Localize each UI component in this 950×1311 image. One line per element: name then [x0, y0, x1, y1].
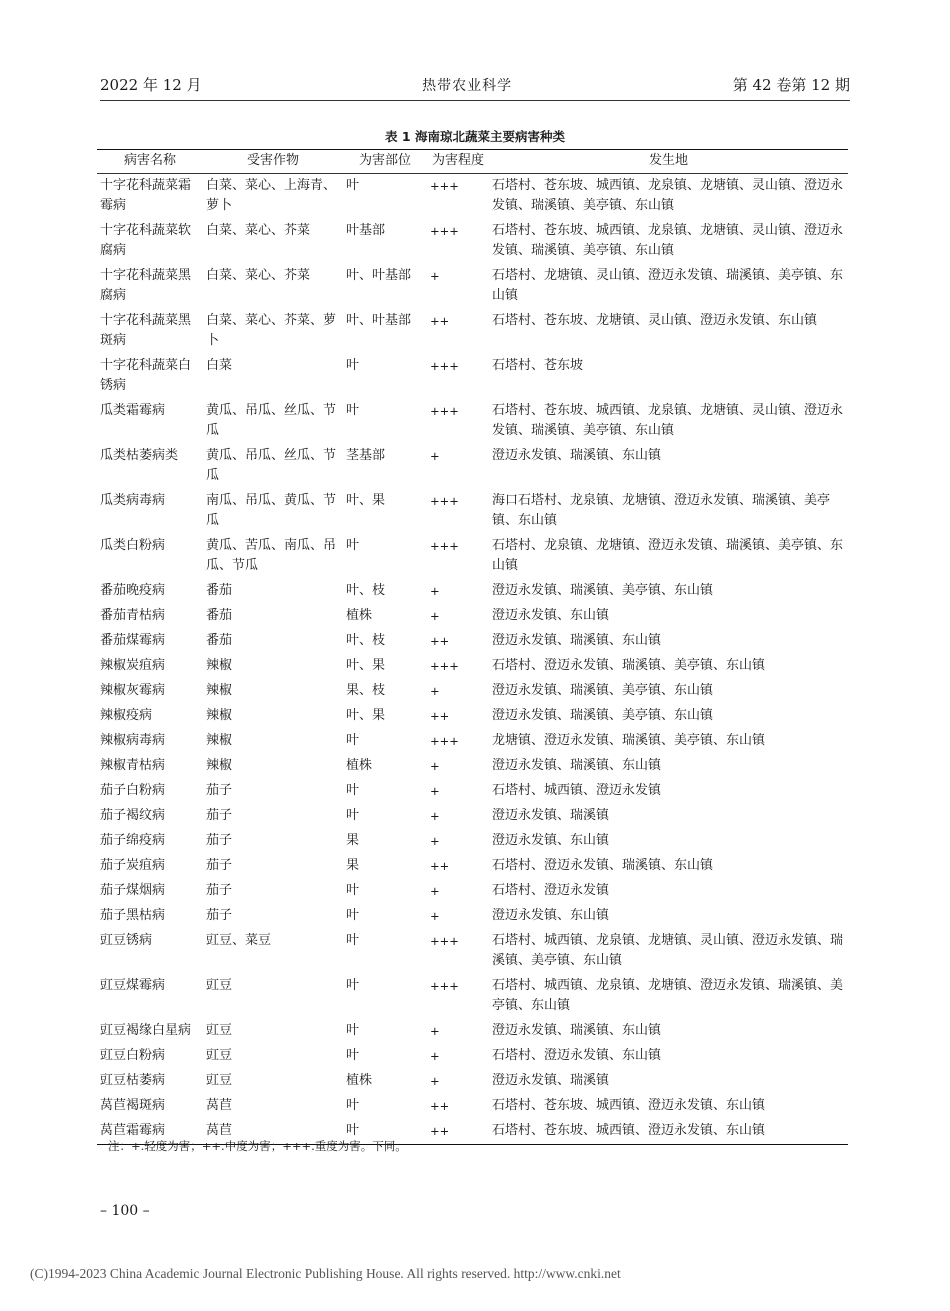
column-header: 为害部位 [358, 153, 411, 168]
damaged-part-cell: 叶 [346, 933, 360, 948]
host-crop-cell: 茄子 [206, 783, 233, 798]
damage-degree-cell: + [430, 1074, 440, 1088]
damage-degree-cell: +++ [430, 359, 459, 373]
table-row [97, 1044, 848, 1069]
table-row [97, 1094, 848, 1119]
table-row [97, 929, 848, 974]
occurrence-location-cell: 石塔村、澄迈永发镇、东山镇 [492, 1048, 662, 1063]
occurrence-location-cell: 龙塘镇、澄迈永发镇、瑞溪镇、美亭镇、东山镇 [492, 733, 766, 748]
damaged-part-cell: 植株 [346, 758, 373, 773]
disease-name-cell: 茄子黑枯病 [100, 908, 166, 923]
table-row [97, 829, 848, 854]
damaged-part-cell: 叶 [346, 358, 360, 373]
column-header: 病害名称 [123, 153, 176, 168]
occurrence-location-cell: 石塔村、澄迈永发镇 [492, 883, 610, 898]
damage-degree-cell: ++ [430, 709, 450, 723]
disease-name-cell: 茄子褐纹病 [100, 808, 166, 823]
host-crop-cell: 茄子 [206, 908, 233, 923]
disease-name-cell: 十字花科蔬菜白锈病 [100, 358, 192, 393]
damage-degree-cell: + [430, 609, 440, 623]
host-crop-cell: 茄子 [206, 858, 233, 873]
damage-degree-cell: + [430, 884, 440, 898]
damaged-part-cell: 叶 [346, 808, 360, 823]
table-note: 注：+.轻度为害；++.中度为害；+++.重度为害。下同。 [108, 1139, 407, 1153]
occurrence-location-cell: 石塔村、城西镇、龙泉镇、龙塘镇、灵山镇、澄迈永发镇、瑞溪镇、美亭镇、东山镇 [492, 933, 844, 968]
table-row [97, 174, 848, 220]
column-header: 为害程度 [431, 153, 484, 168]
table-row [97, 654, 848, 679]
table-row [97, 779, 848, 804]
host-crop-cell: 茄子 [206, 808, 233, 823]
occurrence-location-cell: 澄迈永发镇、瑞溪镇、东山镇 [492, 1023, 662, 1038]
damaged-part-cell: 果 [346, 858, 360, 873]
occurrence-location-cell: 澄迈永发镇、瑞溪镇、东山镇 [492, 633, 662, 648]
damaged-part-cell: 叶 [346, 538, 360, 553]
occurrence-location-cell: 石塔村、苍东坡、城西镇、龙泉镇、龙塘镇、灵山镇、澄迈永发镇、瑞溪镇、美亭镇、东山镇 [492, 403, 844, 438]
table-row [97, 1069, 848, 1094]
disease-name-cell: 瓜类枯萎病类 [100, 448, 179, 463]
host-crop-cell: 豇豆 [206, 1048, 233, 1063]
disease-name-cell: 莴苣褐斑病 [100, 1098, 166, 1113]
damage-degree-cell: +++ [430, 934, 459, 948]
table-row [97, 879, 848, 904]
occurrence-location-cell: 澄迈永发镇、瑞溪镇、美亭镇、东山镇 [492, 708, 714, 723]
damage-degree-cell: + [430, 759, 440, 773]
host-crop-cell: 辣椒 [206, 683, 233, 698]
occurrence-location-cell: 石塔村、苍东坡、城西镇、澄迈永发镇、东山镇 [492, 1123, 766, 1138]
table-row [97, 1019, 848, 1044]
occurrence-location-cell: 澄迈永发镇、东山镇 [492, 833, 610, 848]
damage-degree-cell: +++ [430, 224, 459, 238]
table-row [97, 854, 848, 879]
header-journal-title: 热带农业科学 [422, 78, 513, 94]
disease-name-cell: 十字花科蔬菜软腐病 [100, 223, 192, 258]
host-crop-cell: 番茄 [206, 608, 233, 623]
header-date: 2022 年 12 月 [100, 76, 202, 94]
occurrence-location-cell: 石塔村、苍东坡、龙塘镇、灵山镇、澄迈永发镇、东山镇 [492, 313, 818, 328]
damaged-part-cell: 叶、枝 [346, 633, 386, 648]
occurrence-location-cell: 澄迈永发镇、瑞溪镇 [492, 808, 610, 823]
damage-degree-cell: + [430, 809, 440, 823]
table-row [97, 804, 848, 829]
table-row [97, 219, 848, 264]
host-crop-cell: 番茄 [206, 633, 233, 648]
disease-name-cell: 十字花科蔬菜黑腐病 [100, 268, 192, 303]
damaged-part-cell: 叶 [346, 1048, 360, 1063]
host-crop-cell: 白菜、菜心、芥菜 [206, 223, 311, 238]
host-crop-cell: 黄瓜、吊瓜、丝瓜、节瓜 [206, 403, 337, 438]
host-crop-cell: 茄子 [206, 883, 233, 898]
page-number: – 100 – [100, 1203, 150, 1219]
occurrence-location-cell: 澄迈永发镇、瑞溪镇、美亭镇、东山镇 [492, 583, 714, 598]
host-crop-cell: 番茄 [206, 583, 233, 598]
column-header: 发生地 [648, 153, 688, 168]
damaged-part-cell: 叶、叶基部 [346, 313, 412, 328]
host-crop-cell: 莴苣 [206, 1098, 233, 1113]
occurrence-location-cell: 海口石塔村、龙泉镇、龙塘镇、澄迈永发镇、瑞溪镇、美亭镇、东山镇 [492, 493, 831, 528]
damaged-part-cell: 植株 [346, 608, 373, 623]
host-crop-cell: 黄瓜、吊瓜、丝瓜、节瓜 [206, 448, 337, 483]
table-row [97, 399, 848, 444]
damaged-part-cell: 叶 [346, 908, 360, 923]
damage-degree-cell: +++ [430, 734, 459, 748]
damaged-part-cell: 叶、叶基部 [346, 268, 412, 283]
occurrence-location-cell: 石塔村、苍东坡、城西镇、龙泉镇、龙塘镇、灵山镇、澄迈永发镇、瑞溪镇、美亭镇、东山镇 [492, 178, 844, 213]
damage-degree-cell: ++ [430, 634, 450, 648]
table-row [97, 679, 848, 704]
damage-degree-cell: + [430, 1024, 440, 1038]
damaged-part-cell: 叶、果 [346, 658, 386, 673]
occurrence-location-cell: 澄迈永发镇、东山镇 [492, 908, 610, 923]
copyright-footer: (C)1994-2023 China Academic Journal Electronic Publishing House. All rights reserved. http://www.cnki.net [30, 1266, 621, 1281]
table-row [97, 354, 848, 399]
damaged-part-cell: 植株 [346, 1073, 373, 1088]
damage-degree-cell: ++ [430, 314, 450, 328]
table-row [97, 534, 848, 579]
disease-name-cell: 辣椒青枯病 [100, 758, 166, 773]
host-crop-cell: 茄子 [206, 833, 233, 848]
occurrence-location-cell: 石塔村、龙塘镇、灵山镇、澄迈永发镇、瑞溪镇、美亭镇、东山镇 [492, 268, 844, 303]
table-row [97, 309, 848, 354]
damaged-part-cell: 叶 [346, 1023, 360, 1038]
disease-name-cell: 辣椒疫病 [100, 708, 153, 723]
disease-name-cell: 番茄青枯病 [100, 608, 166, 623]
damage-degree-cell: +++ [430, 404, 459, 418]
disease-name-cell: 番茄晚疫病 [100, 583, 166, 598]
disease-name-cell: 茄子煤烟病 [100, 883, 166, 898]
occurrence-location-cell: 澄迈永发镇、瑞溪镇、东山镇 [492, 758, 662, 773]
table-row [97, 729, 848, 754]
table-row [97, 704, 848, 729]
host-crop-cell: 莴苣 [206, 1123, 233, 1138]
disease-name-cell: 莴苣霜霉病 [100, 1123, 166, 1138]
table-row [97, 444, 848, 489]
table-header-row [97, 150, 848, 174]
disease-name-cell: 十字花科蔬菜霜霉病 [100, 178, 192, 213]
damaged-part-cell: 叶 [346, 178, 360, 193]
disease-name-cell: 豇豆锈病 [100, 933, 153, 948]
damage-degree-cell: +++ [430, 179, 459, 193]
host-crop-cell: 白菜 [206, 358, 233, 373]
header-rule [100, 100, 850, 101]
host-crop-cell: 豇豆、菜豆 [206, 933, 272, 948]
host-crop-cell: 白菜、菜心、上海青、萝卜 [206, 178, 337, 213]
host-crop-cell: 白菜、菜心、芥菜 [206, 268, 311, 283]
disease-name-cell: 瓜类白粉病 [100, 538, 166, 553]
table-row [97, 264, 848, 309]
disease-name-cell: 十字花科蔬菜黑斑病 [100, 313, 192, 348]
damaged-part-cell: 叶 [346, 403, 360, 418]
damaged-part-cell: 叶 [346, 733, 360, 748]
damage-degree-cell: + [430, 1049, 440, 1063]
damage-degree-cell: + [430, 584, 440, 598]
table-body [97, 174, 848, 1145]
host-crop-cell: 辣椒 [206, 758, 233, 773]
column-header: 受害作物 [246, 153, 299, 168]
damaged-part-cell: 果、枝 [346, 683, 386, 698]
damage-degree-cell: ++ [430, 1124, 450, 1138]
host-crop-cell: 豇豆 [206, 1073, 233, 1088]
damaged-part-cell: 叶、果 [346, 708, 386, 723]
occurrence-location-cell: 石塔村、澄迈永发镇、瑞溪镇、东山镇 [492, 858, 714, 873]
host-crop-cell: 南瓜、吊瓜、黄瓜、节瓜 [206, 493, 337, 528]
damage-degree-cell: + [430, 909, 440, 923]
damaged-part-cell: 叶 [346, 1098, 360, 1113]
damage-degree-cell: ++ [430, 1099, 450, 1113]
disease-name-cell: 茄子绵疫病 [100, 833, 166, 848]
table-row [97, 754, 848, 779]
disease-name-cell: 瓜类病毒病 [100, 493, 166, 508]
running-header [100, 74, 850, 95]
host-crop-cell: 辣椒 [206, 733, 233, 748]
damaged-part-cell: 果 [346, 833, 360, 848]
occurrence-location-cell: 石塔村、城西镇、澄迈永发镇 [492, 783, 662, 798]
host-crop-cell: 辣椒 [206, 708, 233, 723]
damaged-part-cell: 叶、果 [346, 493, 386, 508]
table-row [97, 489, 848, 534]
disease-name-cell: 豇豆枯萎病 [100, 1073, 166, 1088]
occurrence-location-cell: 澄迈永发镇、瑞溪镇 [492, 1073, 610, 1088]
damaged-part-cell: 叶 [346, 783, 360, 798]
table-row [97, 604, 848, 629]
table-row [97, 629, 848, 654]
damaged-part-cell: 茎基部 [346, 448, 386, 463]
damaged-part-cell: 叶基部 [346, 223, 386, 238]
host-crop-cell: 豇豆 [206, 1023, 233, 1038]
disease-name-cell: 茄子白粉病 [100, 783, 166, 798]
damage-degree-cell: +++ [430, 494, 459, 508]
occurrence-location-cell: 澄迈永发镇、瑞溪镇、美亭镇、东山镇 [492, 683, 714, 698]
disease-name-cell: 豇豆褐缘白星病 [100, 1023, 192, 1038]
disease-name-cell: 茄子炭疽病 [100, 858, 166, 873]
occurrence-location-cell: 石塔村、苍东坡、城西镇、龙泉镇、龙塘镇、灵山镇、澄迈永发镇、瑞溪镇、美亭镇、东山镇 [492, 223, 844, 258]
damaged-part-cell: 叶 [346, 1123, 360, 1138]
damage-degree-cell: +++ [430, 659, 459, 673]
occurrence-location-cell: 澄迈永发镇、瑞溪镇、东山镇 [492, 448, 662, 463]
table-title: 表 1 海南琼北蔬菜主要病害种类 [385, 129, 565, 144]
disease-table [97, 149, 848, 1145]
occurrence-location-cell: 澄迈永发镇、东山镇 [492, 608, 610, 623]
damaged-part-cell: 叶 [346, 978, 360, 993]
damage-degree-cell: + [430, 784, 440, 798]
host-crop-cell: 辣椒 [206, 658, 233, 673]
host-crop-cell: 黄瓜、苦瓜、南瓜、吊瓜、节瓜 [206, 538, 337, 573]
disease-name-cell: 豇豆煤霉病 [100, 978, 166, 993]
occurrence-location-cell: 石塔村、城西镇、龙泉镇、龙塘镇、澄迈永发镇、瑞溪镇、美亭镇、东山镇 [492, 978, 844, 1013]
damaged-part-cell: 叶、枝 [346, 583, 386, 598]
table-row [97, 579, 848, 604]
disease-name-cell: 辣椒病毒病 [100, 733, 166, 748]
disease-name-cell: 番茄煤霉病 [100, 633, 166, 648]
host-crop-cell: 白菜、菜心、芥菜、萝卜 [206, 313, 337, 348]
disease-name-cell: 瓜类霜霉病 [100, 403, 166, 418]
header-volume-issue: 第 42 卷第 12 期 [732, 76, 850, 94]
damage-degree-cell: ++ [430, 859, 450, 873]
damage-degree-cell: +++ [430, 979, 459, 993]
disease-name-cell: 辣椒灰霉病 [100, 683, 166, 698]
damage-degree-cell: + [430, 269, 440, 283]
damage-degree-cell: +++ [430, 539, 459, 553]
occurrence-location-cell: 石塔村、龙泉镇、龙塘镇、澄迈永发镇、瑞溪镇、美亭镇、东山镇 [492, 538, 844, 573]
damage-degree-cell: + [430, 449, 440, 463]
host-crop-cell: 豇豆 [206, 978, 233, 993]
disease-name-cell: 豇豆白粉病 [100, 1048, 166, 1063]
disease-name-cell: 辣椒炭疽病 [100, 658, 166, 673]
occurrence-location-cell: 石塔村、苍东坡、城西镇、澄迈永发镇、东山镇 [492, 1098, 766, 1113]
occurrence-location-cell: 石塔村、澄迈永发镇、瑞溪镇、美亭镇、东山镇 [492, 658, 766, 673]
damaged-part-cell: 叶 [346, 883, 360, 898]
damage-degree-cell: + [430, 834, 440, 848]
table-row [97, 974, 848, 1019]
occurrence-location-cell: 石塔村、苍东坡 [492, 358, 584, 373]
table-row [97, 904, 848, 929]
damage-degree-cell: + [430, 684, 440, 698]
